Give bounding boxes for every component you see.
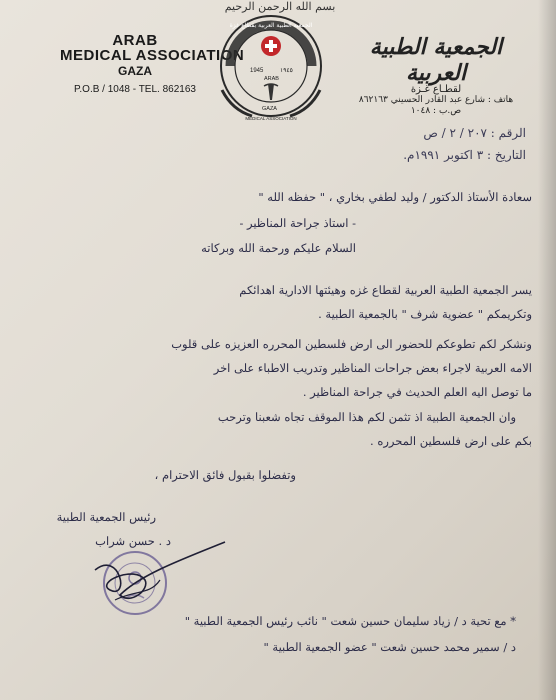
arabic-letterhead xyxy=(336,34,536,116)
association-logo xyxy=(212,10,330,128)
paragraph3-line2: بكم على ارض فلسطين المحرره . xyxy=(370,434,532,448)
arabic-address-line xyxy=(336,95,536,105)
cc-line1: * مع تحية د / زياد سليمان حسين شعت " نائب رئيس الجمعية الطبية " xyxy=(184,614,516,628)
cc-line2: د / سمير محمد حسين شعت " عضو الجمعية الطبية " xyxy=(263,640,516,654)
logo-ring-english: MEDICAL ASSOCIATION xyxy=(245,116,297,121)
arabic-phone: ٨٦٢١٦٣ xyxy=(358,95,388,105)
paragraph2-line1: ونشكر لكم تطوعكم للحضور الى ارض فلسطين المحرره العزيزه على قلوب xyxy=(171,337,532,351)
logo-year-left: 1945 xyxy=(250,68,264,74)
paragraph1-line1: يسر الجمعية الطبية العربية لقطاع غزه وهيئتها الادارية اهدائكم xyxy=(239,283,532,297)
paper-edge-shadow xyxy=(538,0,556,700)
reference-block xyxy=(403,126,526,170)
paragraph1-line2: وتكريمكم " عضوية شرف " بالجمعية الطبية . xyxy=(318,307,532,321)
paragraph3-line1: وان الجمعية الطبية اذ تثمن لكم هذا الموقف تجاه شعبنا وترحب xyxy=(217,410,516,424)
paragraph2-line2: الامه العربية لاجراء بعض جراحات المناظير وتدريب الاطباء على اخر xyxy=(213,361,532,375)
logo-arab-text: ARAB xyxy=(264,76,279,82)
signatory-role: رئيس الجمعية الطبية xyxy=(56,510,156,524)
reference-date: التاريخ : ٣ اكتوبر ١٩٩١م. xyxy=(403,148,526,162)
salutation-line: سعادة الأستاذ الدكتور / وليد لطفي بخاري ، " حفظه الله " xyxy=(258,190,532,204)
letterhead-medical-association: MEDICAL ASSOCIATION xyxy=(60,47,245,64)
letterhead-contact: P.O.B / 1048 - TEL. 862163 xyxy=(74,84,196,95)
arabic-association-title: الجمعية الطبية العربية xyxy=(369,34,503,86)
paragraph2-line3: ما توصل اليه العلم الحديث في جراحة المناظير . xyxy=(302,385,532,399)
signatory-name: د . حسن شراب xyxy=(95,534,171,548)
arabic-address: هاتف : شارع عبد القادر الحسيني xyxy=(390,95,514,105)
letterhead-arab: ARAB xyxy=(112,32,158,49)
logo-year-right: ١٩٤٥ xyxy=(280,68,293,74)
arabic-pobox: ص.ب : ١٠٤٨ xyxy=(410,106,462,116)
handwritten-signature xyxy=(90,520,230,620)
arabic-association-subtitle: لقطـاع غـزة xyxy=(410,84,462,95)
greeting-line: السلام عليكم ورحمة الله وبركاته xyxy=(201,241,356,255)
english-letterhead xyxy=(60,32,245,95)
bowl-of-hygieia-icon xyxy=(268,84,274,100)
logo-gaza-text: GAZA xyxy=(262,106,277,112)
letterhead-gaza: GAZA xyxy=(118,64,152,78)
logo-arabic-ring-text: الجمعية الطبية العربية بقطاع غزة xyxy=(229,22,313,29)
closing-line: وتفضلوا بقبول فائق الاحترام ، xyxy=(154,468,296,482)
reference-number: الرقم : ٢٠٧ / ٢ / ص xyxy=(423,126,526,140)
basmala-line: بسم الله الرحمن الرحيم xyxy=(224,0,336,13)
recipient-title: - استاذ جراحة المناظير - xyxy=(239,216,356,230)
